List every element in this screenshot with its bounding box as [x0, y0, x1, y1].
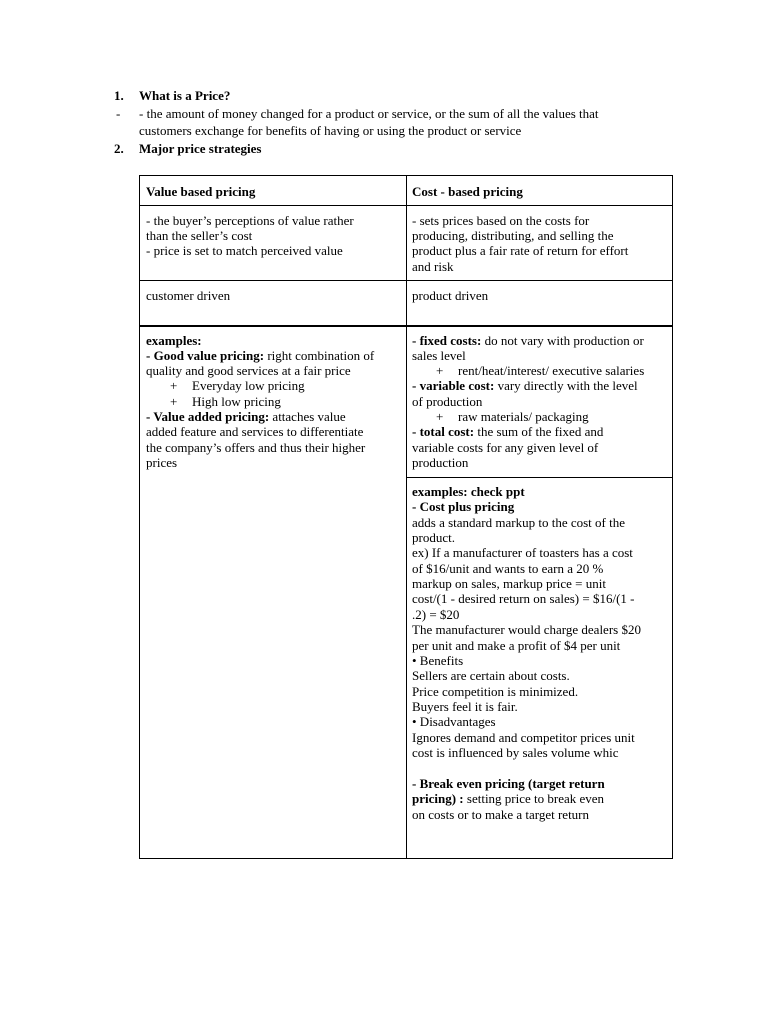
- header-cost-based: Cost - based pricing: [412, 184, 523, 199]
- value-definition-line: - the buyer’s perceptions of value rather: [146, 213, 354, 228]
- fixed-costs-text: do not vary with production or: [481, 333, 644, 348]
- total-cost-line: production: [412, 455, 469, 470]
- sub-item-high-low: [170, 394, 281, 410]
- total-cost-line: [412, 424, 603, 440]
- plus-bullet: +: [436, 409, 444, 424]
- good-value-text: right combination of: [264, 348, 375, 363]
- q1-number: 1.: [114, 88, 124, 103]
- row-divider: [140, 280, 672, 281]
- disadvantage-line: Ignores demand and competitor prices unit: [412, 730, 635, 745]
- fixed-costs-line2: sales level: [412, 348, 466, 363]
- q1-answer-line: customers exchange for benefits of having or using the product or service: [139, 123, 522, 138]
- break-even-line: [412, 791, 604, 807]
- value-added-line: the company’s offers and thus their higher: [146, 440, 366, 455]
- cost-example-line: The manufacturer would charge dealers $20: [412, 622, 641, 637]
- value-added-line: prices: [146, 455, 178, 470]
- fixed-costs-sub: [436, 363, 644, 379]
- plus-bullet: +: [170, 394, 178, 409]
- row-divider: [140, 205, 672, 206]
- value-added-text: attaches value: [269, 409, 346, 424]
- cost-example-line: per unit and make a profit of $4 per unit: [412, 638, 621, 653]
- value-examples-heading: examples:: [146, 333, 202, 348]
- benefit-line: Sellers are certain about costs.: [412, 668, 570, 683]
- total-cost-text: the sum of the fixed and: [474, 424, 604, 439]
- cost-definition-line: product plus a fair rate of return for effort: [412, 243, 629, 258]
- cost-example-line: cost/(1 - desired return on sales) = $16/(1 -: [412, 591, 635, 606]
- sub-item-text: rent/heat/interest/ executive salaries: [458, 363, 645, 378]
- header-value-based: Value based pricing: [146, 184, 256, 199]
- cost-cell-divider: [407, 477, 672, 478]
- break-even-label: pricing) :: [412, 791, 464, 806]
- cost-example-line: of $16/unit and wants to earn a 20 %: [412, 561, 604, 576]
- value-definition-line: - price is set to match perceived value: [146, 243, 343, 258]
- q1-bullet: -: [116, 106, 121, 121]
- cost-plus-heading: - Cost plus pricing: [412, 499, 515, 514]
- value-driver: customer driven: [146, 288, 231, 303]
- benefit-line: Buyers feel it is fair.: [412, 699, 518, 714]
- q1-answer-line: - the amount of money changed for a product or service, or the sum of all the values that: [139, 106, 599, 121]
- benefits-heading: • Benefits: [412, 653, 464, 668]
- cost-example-line: product.: [412, 530, 455, 545]
- q2-title: Major price strategies: [139, 141, 262, 156]
- total-cost-label: - total cost:: [412, 424, 475, 439]
- sub-item-text: raw materials/ packaging: [458, 409, 589, 424]
- fixed-costs-line: [412, 333, 644, 349]
- sub-item-text: Everyday low pricing: [192, 378, 305, 393]
- cost-definition-line: producing, distributing, and selling the: [412, 228, 614, 243]
- variable-cost-sub: [436, 409, 589, 425]
- column-divider: [406, 176, 407, 858]
- cost-example-line: ex) If a manufacturer of toasters has a cost: [412, 545, 633, 560]
- value-added-label: - Value added pricing:: [146, 409, 270, 424]
- fixed-costs-label: - fixed costs:: [412, 333, 482, 348]
- cost-examples-heading: examples: check ppt: [412, 484, 525, 499]
- disadvantage-line: cost is influenced by sales volume whic: [412, 745, 619, 760]
- q1-title: What is a Price?: [139, 88, 231, 103]
- sub-item-text: High low pricing: [192, 394, 281, 409]
- value-added-line: [146, 409, 346, 425]
- variable-cost-line2: of production: [412, 394, 483, 409]
- variable-cost-label: - variable cost:: [412, 378, 495, 393]
- variable-cost-text: vary directly with the level: [494, 378, 638, 393]
- cost-example-line: markup on sales, markup price = unit: [412, 576, 606, 591]
- break-even-text: setting price to break even: [463, 791, 605, 806]
- good-value-label: - Good value pricing:: [146, 348, 265, 363]
- value-added-line: added feature and services to differentiate: [146, 424, 364, 439]
- cost-example-line: .2) = $20: [412, 607, 460, 622]
- good-value-line2: quality and good services at a fair price: [146, 363, 351, 378]
- plus-bullet: +: [436, 363, 444, 378]
- pricing-table: [139, 175, 673, 859]
- disadvantages-heading: • Disadvantages: [412, 714, 496, 729]
- cost-definition-line: and risk: [412, 259, 454, 274]
- q2-number: 2.: [114, 141, 124, 156]
- cost-example-line: adds a standard markup to the cost of the: [412, 515, 625, 530]
- cost-driver: product driven: [412, 288, 489, 303]
- sub-item-everyday-low: [170, 378, 305, 394]
- row-divider: [140, 325, 672, 327]
- cost-definition-line: - sets prices based on the costs for: [412, 213, 590, 228]
- value-definition-line: than the seller’s cost: [146, 228, 253, 243]
- break-even-line3: on costs or to make a target return: [412, 807, 590, 822]
- good-value-line: [146, 348, 374, 364]
- total-cost-line: variable costs for any given level of: [412, 440, 599, 455]
- benefit-line: Price competition is minimized.: [412, 684, 579, 699]
- break-even-heading: - Break even pricing (target return: [412, 776, 605, 791]
- plus-bullet: +: [170, 378, 178, 393]
- variable-cost-line: [412, 378, 638, 394]
